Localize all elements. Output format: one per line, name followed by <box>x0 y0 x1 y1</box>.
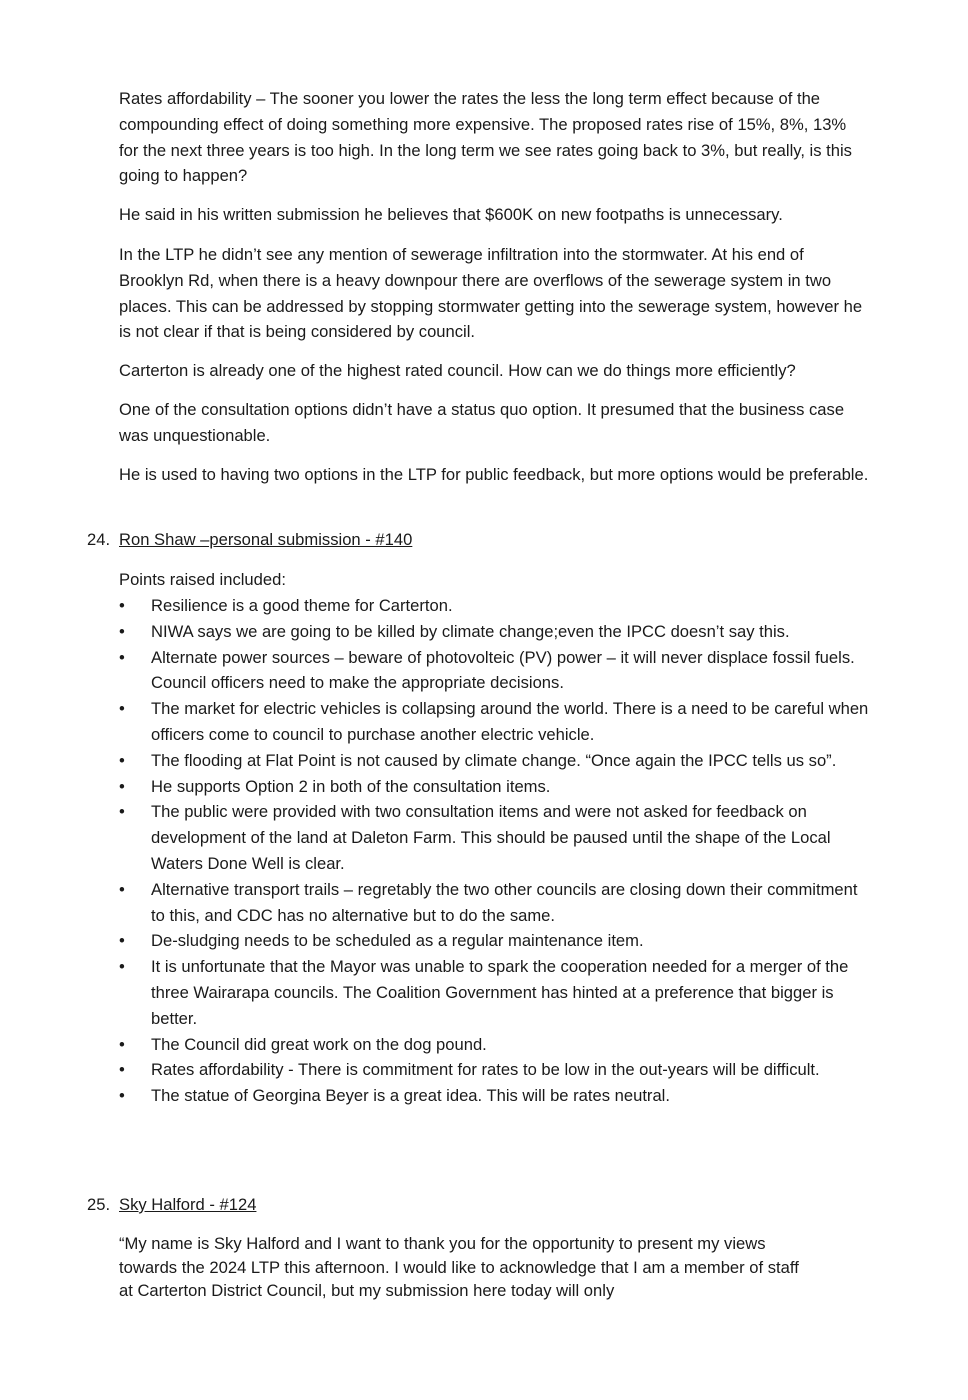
bullet-icon: • <box>119 699 125 719</box>
paragraph-rates-affordability: Rates affordability – The sooner you lower the rates the less the long term effect because of the compounding effect of doing something more expensive. The proposed rates rise of 15%, 8%, 13% for the next three years is too high. In the long term we see rates going back to 3%, but really, is this going to happen? <box>119 89 852 186</box>
item-24-bullet-list <box>119 593 869 1109</box>
list-item: • The public were provided with two consultation items and were not asked for feedback on development of the land at Daleton Farm. This should be paused until the shape of the Local Waters Done Well is clear. <box>119 799 869 876</box>
item-25-number: 25. <box>87 1195 111 1214</box>
list-item: • The market for electric vehicles is collapsing around the world. There is a need to be careful when officers come to council to purchase another electric vehicle. <box>119 696 869 748</box>
bullet-icon: • <box>119 1034 125 1054</box>
bullet-icon: • <box>119 596 125 615</box>
paragraph-footpaths: He said in his written submission he believes that $600K on new footpaths is unnecessary. <box>119 205 783 224</box>
list-item: • It is unfortunate that the Mayor was unable to spark the cooperation needed for a merger of the three Wairarapa councils. The Coalition Government has hinted at a preference that bigger is better. <box>119 954 869 1031</box>
list-item: • The statue of Georgina Beyer is a great idea. This will be rates neutral. <box>119 1083 869 1109</box>
list-item: • Rates affordability - There is commitment for rates to be low in the out-years will be difficult. <box>119 1057 869 1083</box>
paragraph-status-quo: One of the consultation options didn’t have a status quo option. It presumed that the business case was unquestionable. <box>119 400 845 445</box>
bullet-icon: • <box>119 802 125 822</box>
list-item: • Alternate power sources – beware of photovolteic (PV) power – it will never displace fossil fuels. Council officers need to make the appropriate decisions. <box>119 645 869 697</box>
bullet-icon: • <box>119 621 125 641</box>
bullet-icon: • <box>119 750 125 770</box>
bullet-icon: • <box>119 957 125 977</box>
list-item: • The Council did great work on the dog pound. <box>119 1032 869 1058</box>
item-24-intro: Points raised included: <box>119 570 286 589</box>
item-24-title: Ron Shaw –personal submission - #140 <box>119 530 413 549</box>
list-item: • NIWA says we are going to be killed by climate change;even the IPCC doesn’t say this. <box>119 619 869 645</box>
bullet-icon: • <box>119 1086 125 1106</box>
item-25-title: Sky Halford - #124 <box>119 1195 257 1214</box>
bullet-icon: • <box>119 879 125 899</box>
paragraph-sewerage: In the LTP he didn’t see any mention of sewerage infiltration into the stormwater. At his end of Brooklyn Rd, when there is a heavy downpour there are overflows of the sewerage system in two places. This can be addressed by stopping stormwater getting into the sewerage system, however he is not clear if that is being considered by council. <box>119 245 863 342</box>
item-24-number: 24. <box>87 530 111 549</box>
paragraph-two-options: He is used to having two options in the LTP for public feedback, but more options would be preferable. <box>119 465 869 484</box>
list-item: • The flooding at Flat Point is not caused by climate change. “Once again the IPCC tells us so”. <box>119 748 869 774</box>
paragraph-highest-rated: Carterton is already one of the highest rated council. How can we do things more efficiently? <box>119 361 796 380</box>
list-item: • Alternative transport trails – regretably the two other councils are closing down their commitment to this, and CDC has no alternative but to do the same. <box>119 877 869 929</box>
list-item: • De-sludging needs to be scheduled as a regular maintenance item. <box>119 928 869 954</box>
list-item: • He supports Option 2 in both of the consultation items. <box>119 774 869 800</box>
bullet-icon: • <box>119 931 125 951</box>
bullet-icon: • <box>119 647 125 667</box>
list-item: • Resilience is a good theme for Carterton. <box>119 593 869 619</box>
item-25-quote: “My name is Sky Halford and I want to thank you for the opportunity to present my views towards the 2024 LTP this afternoon. I would like to acknowledge that I am a member of staff at Carterton District Council, but my submission here today will only <box>119 1234 799 1301</box>
bullet-icon: • <box>119 776 125 796</box>
bullet-icon: • <box>119 1060 125 1080</box>
